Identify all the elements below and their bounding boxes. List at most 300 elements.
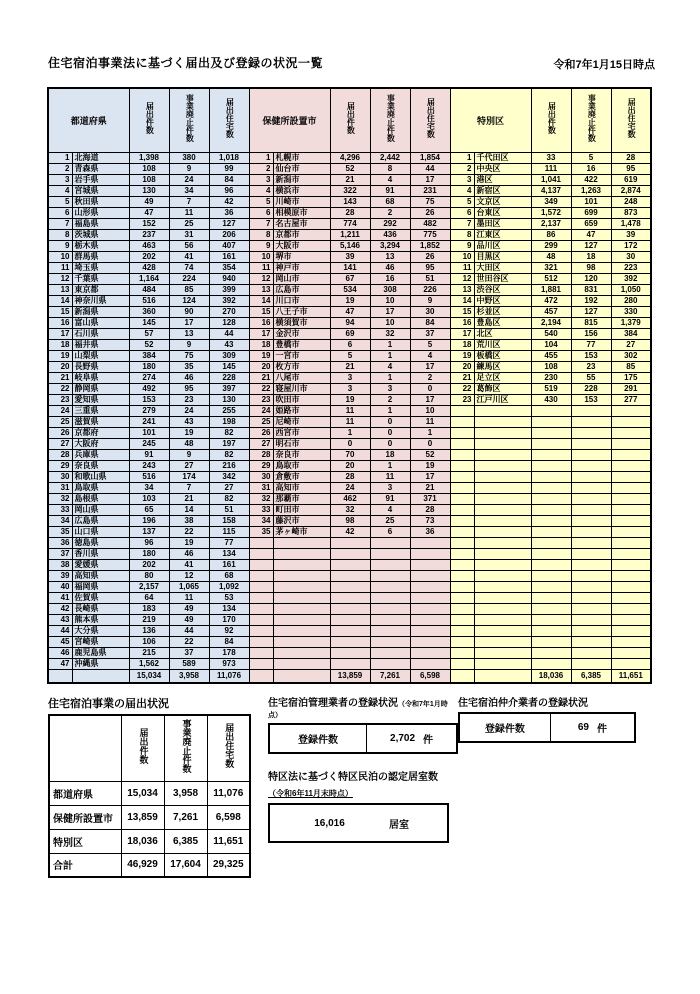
summary-column-header bbox=[121, 715, 164, 781]
row-number-cell: 15 bbox=[48, 306, 72, 317]
value-cell: 354 bbox=[209, 262, 249, 273]
value-cell: 69 bbox=[330, 328, 370, 339]
entity-name-cell: 堺市 bbox=[273, 251, 330, 262]
value-cell: 230 bbox=[531, 372, 571, 383]
value-cell: 37 bbox=[169, 647, 209, 658]
row-number-cell: 34 bbox=[249, 515, 273, 526]
value-cell: 137 bbox=[129, 526, 169, 537]
value-cell: 1,018 bbox=[209, 152, 249, 163]
table-row bbox=[48, 471, 651, 482]
value-cell: 49 bbox=[169, 614, 209, 625]
entity-name-cell: 新潟市 bbox=[273, 174, 330, 185]
table-row bbox=[48, 526, 651, 537]
row-number-cell bbox=[450, 625, 474, 636]
value-cell bbox=[571, 471, 611, 482]
value-cell: 180 bbox=[129, 548, 169, 559]
value-cell: 84 bbox=[209, 636, 249, 647]
summary-value-cell: 3,958 bbox=[164, 781, 207, 805]
table-row bbox=[48, 405, 651, 416]
entity-name-cell bbox=[273, 581, 330, 592]
entity-name-cell: 渋谷区 bbox=[474, 284, 531, 295]
value-cell: 130 bbox=[129, 185, 169, 196]
row-number-cell: 13 bbox=[48, 284, 72, 295]
value-cell bbox=[571, 515, 611, 526]
value-cell bbox=[611, 603, 651, 614]
row-number-cell bbox=[450, 482, 474, 493]
summary-row bbox=[49, 853, 250, 877]
section-header-city: 保健所設置市 bbox=[249, 88, 330, 152]
value-cell: 223 bbox=[611, 262, 651, 273]
entity-name-cell: 高知県 bbox=[72, 570, 129, 581]
column-header-label: 届出件数 bbox=[547, 101, 557, 134]
entity-name-cell bbox=[474, 482, 531, 493]
value-cell: 1,041 bbox=[531, 174, 571, 185]
value-cell bbox=[571, 647, 611, 658]
value-cell bbox=[571, 581, 611, 592]
row-number-cell: 3 bbox=[249, 174, 273, 185]
entity-name-cell: 富山県 bbox=[72, 317, 129, 328]
value-cell bbox=[531, 559, 571, 570]
total-value-cell: 13,859 bbox=[330, 669, 370, 683]
manager-registration-count-label: 登録件数 bbox=[270, 725, 367, 752]
value-cell: 360 bbox=[129, 306, 169, 317]
value-cell: 120 bbox=[571, 273, 611, 284]
row-number-cell: 15 bbox=[249, 306, 273, 317]
certified-rooms-value: 16,016 bbox=[314, 817, 345, 829]
value-cell bbox=[370, 570, 410, 581]
table-row bbox=[48, 317, 651, 328]
row-number-cell: 33 bbox=[48, 504, 72, 515]
column-header-label: 届出住宅数 bbox=[426, 97, 436, 138]
row-number-cell: 15 bbox=[450, 306, 474, 317]
value-cell: 141 bbox=[330, 262, 370, 273]
value-cell: 128 bbox=[209, 317, 249, 328]
row-number-cell bbox=[450, 559, 474, 570]
value-cell bbox=[571, 614, 611, 625]
value-cell: 10 bbox=[370, 317, 410, 328]
value-cell bbox=[611, 636, 651, 647]
table-row bbox=[48, 240, 651, 251]
value-cell: 2,194 bbox=[531, 317, 571, 328]
value-cell: 492 bbox=[129, 383, 169, 394]
value-cell bbox=[611, 559, 651, 570]
value-cell: 0 bbox=[370, 438, 410, 449]
table-row bbox=[48, 306, 651, 317]
value-cell bbox=[611, 427, 651, 438]
manager-registration-title bbox=[268, 698, 458, 720]
row-number-cell bbox=[450, 658, 474, 669]
row-number-cell: 24 bbox=[249, 405, 273, 416]
value-cell bbox=[410, 592, 450, 603]
value-cell: 4,296 bbox=[330, 152, 370, 163]
value-cell: 1 bbox=[410, 427, 450, 438]
summary-column-header-label: 事業廃止件数 bbox=[181, 718, 192, 773]
column-header bbox=[571, 88, 611, 152]
row-number-cell: 21 bbox=[249, 372, 273, 383]
value-cell: 215 bbox=[129, 647, 169, 658]
value-cell: 75 bbox=[169, 350, 209, 361]
row-number-cell: 32 bbox=[249, 493, 273, 504]
value-cell: 0 bbox=[370, 427, 410, 438]
value-cell: 178 bbox=[209, 647, 249, 658]
row-number-cell bbox=[450, 471, 474, 482]
value-cell: 134 bbox=[209, 548, 249, 559]
value-cell bbox=[370, 614, 410, 625]
table-row bbox=[48, 416, 651, 427]
entity-name-cell: 寝屋川市 bbox=[273, 383, 330, 394]
entity-name-cell: 相模原市 bbox=[273, 207, 330, 218]
value-cell: 21 bbox=[330, 361, 370, 372]
row-number-cell: 22 bbox=[249, 383, 273, 394]
total-value-cell: 6,385 bbox=[571, 669, 611, 683]
table-row bbox=[48, 581, 651, 592]
entity-name-cell: 川崎市 bbox=[273, 196, 330, 207]
table-row bbox=[48, 614, 651, 625]
row-number-cell: 39 bbox=[48, 570, 72, 581]
value-cell: 153 bbox=[129, 394, 169, 405]
value-cell: 1 bbox=[370, 372, 410, 383]
value-cell: 774 bbox=[330, 218, 370, 229]
agent-registration-count-value: 69 bbox=[577, 722, 589, 733]
row-number-cell bbox=[249, 592, 273, 603]
entity-name-cell bbox=[273, 669, 330, 683]
value-cell: 457 bbox=[531, 306, 571, 317]
entity-name-cell: 神戸市 bbox=[273, 262, 330, 273]
entity-name-cell bbox=[474, 526, 531, 537]
notification-table bbox=[47, 87, 652, 684]
value-cell: 940 bbox=[209, 273, 249, 284]
row-number-cell: 12 bbox=[48, 273, 72, 284]
table-row bbox=[48, 284, 651, 295]
value-cell: 19 bbox=[330, 394, 370, 405]
row-number-cell bbox=[450, 460, 474, 471]
value-cell: 95 bbox=[169, 383, 209, 394]
main-table-wrap bbox=[47, 87, 652, 684]
value-cell bbox=[571, 504, 611, 515]
value-cell bbox=[571, 570, 611, 581]
entity-name-cell: 荒川区 bbox=[474, 339, 531, 350]
row-number-cell: 18 bbox=[450, 339, 474, 350]
value-cell: 407 bbox=[209, 240, 249, 251]
value-cell: 85 bbox=[169, 284, 209, 295]
entity-name-cell: 熊本県 bbox=[72, 614, 129, 625]
row-number-cell bbox=[450, 427, 474, 438]
value-cell: 2,874 bbox=[611, 185, 651, 196]
value-cell bbox=[611, 537, 651, 548]
value-cell bbox=[611, 438, 651, 449]
value-cell: 279 bbox=[129, 405, 169, 416]
row-number-cell: 35 bbox=[48, 526, 72, 537]
value-cell bbox=[571, 559, 611, 570]
value-cell: 2 bbox=[370, 207, 410, 218]
value-cell bbox=[330, 559, 370, 570]
row-number-cell: 17 bbox=[249, 328, 273, 339]
value-cell: 99 bbox=[209, 163, 249, 174]
value-cell bbox=[370, 548, 410, 559]
entity-name-cell: 新宿区 bbox=[474, 185, 531, 196]
entity-name-cell bbox=[273, 592, 330, 603]
total-value-cell: 3,958 bbox=[169, 669, 209, 683]
value-cell: 180 bbox=[129, 361, 169, 372]
value-cell: 1,164 bbox=[129, 273, 169, 284]
row-number-cell: 14 bbox=[450, 295, 474, 306]
value-cell: 158 bbox=[209, 515, 249, 526]
row-number-cell: 41 bbox=[48, 592, 72, 603]
row-number-cell: 7 bbox=[48, 218, 72, 229]
value-cell: 48 bbox=[531, 251, 571, 262]
entity-name-cell: 大阪市 bbox=[273, 240, 330, 251]
column-header bbox=[129, 88, 169, 152]
row-number-cell bbox=[450, 548, 474, 559]
value-cell: 1 bbox=[370, 339, 410, 350]
certified-rooms-unit: 居室 bbox=[389, 819, 409, 831]
row-number-cell bbox=[249, 559, 273, 570]
value-cell: 198 bbox=[209, 416, 249, 427]
row-number-cell bbox=[249, 614, 273, 625]
value-cell: 52 bbox=[410, 449, 450, 460]
row-number-cell bbox=[48, 669, 72, 683]
value-cell: 172 bbox=[611, 240, 651, 251]
manager-registration-block bbox=[268, 698, 458, 754]
row-number-cell: 36 bbox=[48, 537, 72, 548]
table-row bbox=[48, 515, 651, 526]
row-number-cell: 34 bbox=[48, 515, 72, 526]
row-number-cell: 13 bbox=[450, 284, 474, 295]
row-number-cell: 25 bbox=[249, 416, 273, 427]
value-cell: 82 bbox=[209, 493, 249, 504]
table-row bbox=[48, 603, 651, 614]
table-row bbox=[48, 394, 651, 405]
entity-name-cell: 新潟県 bbox=[72, 306, 129, 317]
value-cell: 9 bbox=[169, 163, 209, 174]
value-cell bbox=[611, 471, 651, 482]
value-cell: 36 bbox=[410, 526, 450, 537]
row-number-cell: 32 bbox=[48, 493, 72, 504]
row-number-cell bbox=[450, 526, 474, 537]
value-cell: 384 bbox=[611, 328, 651, 339]
row-number-cell: 26 bbox=[249, 427, 273, 438]
column-header-label: 事業廃止件数 bbox=[185, 93, 195, 142]
value-cell: 699 bbox=[571, 207, 611, 218]
value-cell: 1,572 bbox=[531, 207, 571, 218]
total-value-cell: 11,651 bbox=[611, 669, 651, 683]
value-cell: 51 bbox=[209, 504, 249, 515]
entity-name-cell: 台東区 bbox=[474, 207, 531, 218]
entity-name-cell: 滋賀県 bbox=[72, 416, 129, 427]
row-number-cell: 10 bbox=[450, 251, 474, 262]
column-header-label: 事業廃止件数 bbox=[587, 93, 597, 142]
certified-rooms-box bbox=[268, 803, 449, 843]
value-cell: 134 bbox=[209, 603, 249, 614]
entity-name-cell: 香川県 bbox=[72, 548, 129, 559]
value-cell: 30 bbox=[410, 306, 450, 317]
row-number-cell: 7 bbox=[249, 218, 273, 229]
value-cell: 11 bbox=[169, 592, 209, 603]
entity-name-cell: 那覇市 bbox=[273, 493, 330, 504]
row-number-cell: 12 bbox=[450, 273, 474, 284]
value-cell bbox=[330, 537, 370, 548]
value-cell: 9 bbox=[169, 339, 209, 350]
entity-name-cell: 福井県 bbox=[72, 339, 129, 350]
header-row bbox=[48, 88, 651, 152]
row-number-cell: 5 bbox=[249, 196, 273, 207]
entity-name-cell: 埼玉県 bbox=[72, 262, 129, 273]
row-number-cell: 5 bbox=[450, 196, 474, 207]
value-cell bbox=[330, 603, 370, 614]
value-cell bbox=[571, 449, 611, 460]
value-cell: 43 bbox=[169, 416, 209, 427]
value-cell: 2 bbox=[370, 394, 410, 405]
entity-name-cell bbox=[474, 625, 531, 636]
value-cell: 0 bbox=[410, 383, 450, 394]
entity-name-cell: 神奈川県 bbox=[72, 295, 129, 306]
value-cell bbox=[571, 548, 611, 559]
value-cell: 98 bbox=[571, 262, 611, 273]
value-cell bbox=[410, 559, 450, 570]
value-cell: 104 bbox=[531, 339, 571, 350]
value-cell: 619 bbox=[611, 174, 651, 185]
value-cell: 26 bbox=[410, 207, 450, 218]
table-row bbox=[48, 163, 651, 174]
tokku-title: 特区法に基づく特区民泊の認定居室数 bbox=[268, 772, 438, 783]
manager-registration-table bbox=[268, 723, 458, 754]
value-cell: 108 bbox=[129, 174, 169, 185]
value-cell: 302 bbox=[611, 350, 651, 361]
entity-name-cell bbox=[474, 471, 531, 482]
value-cell: 1,852 bbox=[410, 240, 450, 251]
entity-name-cell: 大分県 bbox=[72, 625, 129, 636]
value-cell: 192 bbox=[571, 295, 611, 306]
value-cell: 74 bbox=[169, 262, 209, 273]
entity-name-cell: 岡山市 bbox=[273, 273, 330, 284]
value-cell: 4 bbox=[370, 174, 410, 185]
row-number-cell: 8 bbox=[450, 229, 474, 240]
entity-name-cell bbox=[72, 669, 129, 683]
row-number-cell: 18 bbox=[249, 339, 273, 350]
value-cell: 96 bbox=[129, 537, 169, 548]
value-cell: 30 bbox=[611, 251, 651, 262]
value-cell: 91 bbox=[370, 493, 410, 504]
value-cell: 231 bbox=[410, 185, 450, 196]
value-cell: 127 bbox=[209, 218, 249, 229]
entity-name-cell bbox=[474, 504, 531, 515]
entity-name-cell: 兵庫県 bbox=[72, 449, 129, 460]
entity-name-cell: 石川県 bbox=[72, 328, 129, 339]
entity-name-cell: 秋田県 bbox=[72, 196, 129, 207]
value-cell: 292 bbox=[370, 218, 410, 229]
value-cell: 36 bbox=[209, 207, 249, 218]
row-number-cell: 29 bbox=[249, 460, 273, 471]
manager-registration-count-unit: 件 bbox=[423, 735, 434, 746]
row-number-cell: 18 bbox=[48, 339, 72, 350]
value-cell bbox=[531, 504, 571, 515]
entity-name-cell: 愛知県 bbox=[72, 394, 129, 405]
entity-name-cell: 群馬県 bbox=[72, 251, 129, 262]
row-number-cell bbox=[450, 438, 474, 449]
value-cell: 90 bbox=[169, 306, 209, 317]
row-number-cell: 11 bbox=[249, 262, 273, 273]
value-cell bbox=[410, 548, 450, 559]
entity-name-cell: 山形県 bbox=[72, 207, 129, 218]
value-cell bbox=[531, 438, 571, 449]
entity-name-cell: 一宮市 bbox=[273, 350, 330, 361]
value-cell bbox=[531, 427, 571, 438]
value-cell: 206 bbox=[209, 229, 249, 240]
value-cell: 815 bbox=[571, 317, 611, 328]
summary-value-cell: 17,604 bbox=[164, 853, 207, 877]
value-cell: 77 bbox=[571, 339, 611, 350]
value-cell: 3 bbox=[370, 383, 410, 394]
value-cell bbox=[330, 592, 370, 603]
total-value-cell: 15,034 bbox=[129, 669, 169, 683]
row-number-cell: 4 bbox=[249, 185, 273, 196]
total-value-cell: 7,261 bbox=[370, 669, 410, 683]
value-cell bbox=[330, 625, 370, 636]
row-number-cell: 21 bbox=[450, 372, 474, 383]
row-number-cell: 27 bbox=[249, 438, 273, 449]
value-cell: 11 bbox=[330, 405, 370, 416]
value-cell: 463 bbox=[129, 240, 169, 251]
summary-value-cell: 29,325 bbox=[207, 853, 250, 877]
value-cell bbox=[571, 625, 611, 636]
value-cell: 46 bbox=[169, 548, 209, 559]
value-cell: 397 bbox=[209, 383, 249, 394]
entity-name-cell: 岩手県 bbox=[72, 174, 129, 185]
summary-value-cell: 7,261 bbox=[164, 805, 207, 829]
entity-name-cell: 島根県 bbox=[72, 493, 129, 504]
row-number-cell: 1 bbox=[48, 152, 72, 163]
value-cell: 51 bbox=[410, 273, 450, 284]
value-cell: 75 bbox=[410, 196, 450, 207]
entity-name-cell: 品川区 bbox=[474, 240, 531, 251]
value-cell: 384 bbox=[129, 350, 169, 361]
value-cell: 3 bbox=[330, 372, 370, 383]
table-row bbox=[48, 482, 651, 493]
entity-name-cell: 奈良市 bbox=[273, 449, 330, 460]
table-row bbox=[48, 273, 651, 284]
value-cell: 28 bbox=[410, 504, 450, 515]
value-cell bbox=[410, 603, 450, 614]
entity-name-cell bbox=[474, 603, 531, 614]
row-number-cell: 6 bbox=[48, 207, 72, 218]
entity-name-cell: 西宮市 bbox=[273, 427, 330, 438]
value-cell: 106 bbox=[129, 636, 169, 647]
summary-block bbox=[48, 698, 251, 878]
table-row bbox=[48, 625, 651, 636]
value-cell: 86 bbox=[531, 229, 571, 240]
entity-name-cell: 目黒区 bbox=[474, 251, 531, 262]
row-number-cell bbox=[249, 548, 273, 559]
entity-name-cell: 板橋区 bbox=[474, 350, 531, 361]
entity-name-cell bbox=[474, 658, 531, 669]
table-row bbox=[48, 196, 651, 207]
value-cell bbox=[370, 581, 410, 592]
value-cell bbox=[410, 570, 450, 581]
value-cell: 2,137 bbox=[531, 218, 571, 229]
value-cell: 19 bbox=[169, 537, 209, 548]
value-cell bbox=[611, 647, 651, 658]
value-cell: 170 bbox=[209, 614, 249, 625]
entity-name-cell: 鳥取市 bbox=[273, 460, 330, 471]
entity-name-cell bbox=[474, 515, 531, 526]
value-cell bbox=[330, 548, 370, 559]
row-number-cell bbox=[450, 669, 474, 683]
entity-name-cell: 倉敷市 bbox=[273, 471, 330, 482]
row-number-cell bbox=[450, 537, 474, 548]
entity-name-cell bbox=[474, 416, 531, 427]
value-cell: 349 bbox=[531, 196, 571, 207]
value-cell: 277 bbox=[611, 394, 651, 405]
